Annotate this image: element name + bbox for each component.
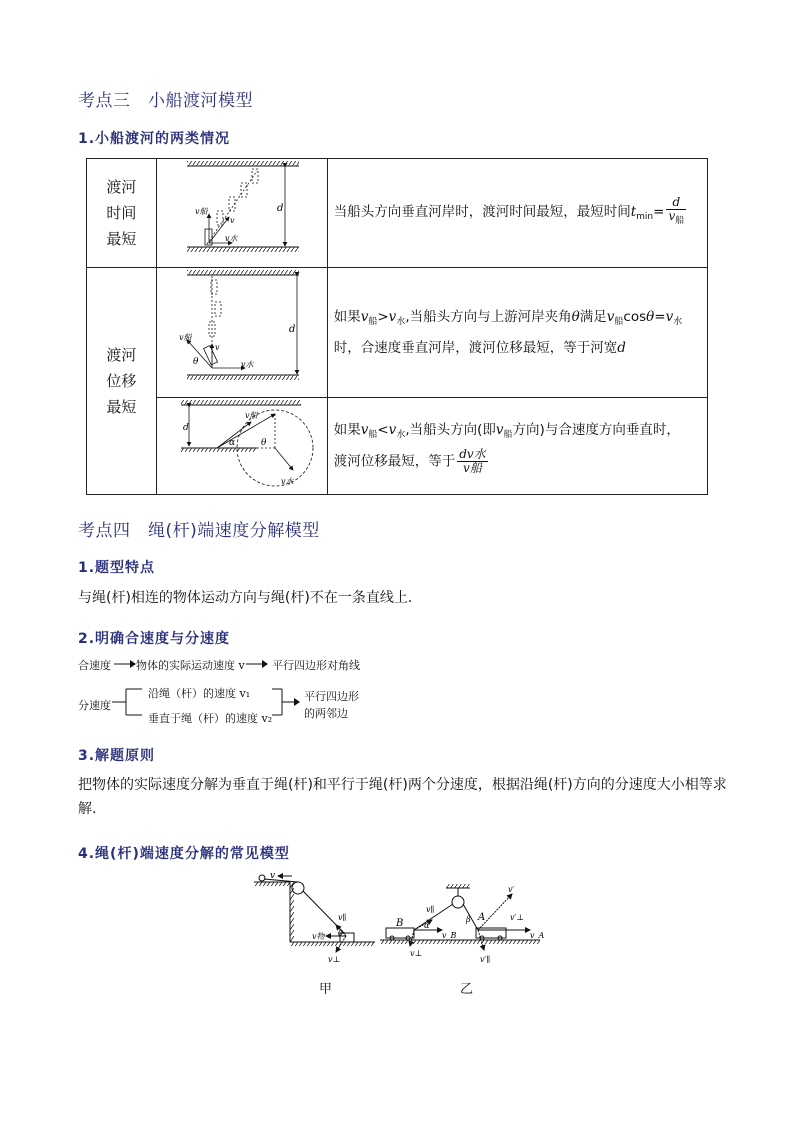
fig1-vwater: v水	[224, 234, 238, 243]
fig2-vship: v船	[178, 333, 192, 342]
yi-vprime3: v′∥	[480, 955, 491, 964]
fig3-d: d	[182, 423, 189, 433]
section4-sub2: 2.明确合速度与分速度	[78, 631, 231, 647]
table-row-shortest-displacement-b	[87, 398, 708, 495]
velocity-composition-diagram: 合速度 物体的实际运动速度 v 平行四边形对角线 分速度 沿绳（杆）的速度 v₁ 垂直于绳（杆）的速度 v₂ 平行四边形 的两邻边	[78, 659, 360, 725]
ferry-table	[86, 158, 708, 495]
shortest-time-diagram	[157, 159, 327, 263]
fig3-vship: v船	[244, 411, 258, 420]
fig2-vwater: v水	[240, 360, 254, 369]
jia-vperp: v⊥	[328, 955, 341, 964]
table-row-shortest-displacement-a	[87, 268, 708, 398]
section4-title: 考点四 绳(杆)端速度分解模型	[78, 521, 320, 541]
row1-label: 渡河 时间 最短	[87, 159, 157, 268]
caption-yi: 乙	[460, 982, 474, 997]
fig2-v: v	[214, 343, 220, 352]
yi-A: A	[478, 912, 486, 923]
section4-sub3: 3.解题原则	[78, 748, 156, 764]
fig3-theta: θ	[260, 438, 267, 448]
row2a-description: 如果$v_船>v_水$,当船头方向与上游河岸夹角θ满足$v_船\cos\theta=v_水$时，合速度垂直河岸，渡河位移最短，等于河宽d	[327, 268, 707, 398]
yi-alpha: α	[424, 921, 430, 930]
shortest-displacement-diagram-b	[157, 398, 327, 490]
section3-sub1: 1.小船渡河的两类情况	[78, 131, 231, 147]
row1-description: 当船头方向垂直河岸时，渡河时间最短，最短时间$t_{min}=$ $\frac{d}{v_船}$	[327, 159, 707, 268]
yi-B: B	[396, 918, 404, 929]
fig2-d: d	[288, 324, 296, 335]
section4-p3: 把物体的实际速度分解为垂直于绳(杆)和平行于绳(杆)两个分速度，根据沿绳(杆)方向的分速度大小相等求 解.	[78, 777, 727, 817]
yi-vperp: v⊥	[410, 949, 423, 958]
rope-model-figure-jia	[250, 870, 380, 965]
fig1-d: d	[276, 203, 284, 214]
fig1-v: v	[229, 216, 235, 225]
section4-sub1: 1.题型特点	[78, 560, 156, 576]
fig3-alpha: α	[228, 438, 235, 448]
section4-sub4: 4.绳(杆)端速度分解的常见模型	[78, 846, 290, 862]
table-row-shortest-time	[87, 159, 708, 268]
row2b-fraction: $\frac{\text{dv水}}{\text{v船}}$	[459, 447, 486, 475]
fig2-theta: θ	[192, 357, 199, 367]
shortest-displacement-diagram-a	[157, 268, 327, 393]
rope-model-figure-yi	[380, 880, 550, 970]
row2b-figure	[156, 398, 327, 495]
row2b-description: 如果$v_船<v_水$,当船头方向(即$v_船$方向)与合速度方向垂直时， 渡河位移最短，等于 $\frac{\text{dv水}}{\text{v船}}$	[327, 398, 707, 495]
yi-vprime: v′	[508, 885, 515, 894]
yi-vB: v_B	[442, 931, 457, 940]
jia-v: v	[270, 871, 276, 881]
yi-beta: β	[466, 915, 471, 924]
row2a-figure	[156, 268, 327, 398]
row1-figure	[156, 159, 327, 268]
fig1-vship: v船	[194, 207, 208, 216]
caption-jia: 甲	[319, 982, 333, 997]
jia-theta: θ	[338, 929, 343, 938]
row1-fraction: $\frac{d}{v_船}$	[668, 195, 685, 226]
jia-vship: v物	[312, 932, 325, 941]
fig3-vwater: v水	[280, 477, 294, 486]
row2-label: 渡河 位移 最短	[87, 268, 157, 495]
yi-vA: v_A	[530, 931, 545, 940]
yi-vprime2: v′⊥	[510, 913, 524, 922]
section3-title: 考点三 小船渡河模型	[78, 91, 253, 111]
section4-p1: 与绳(杆)相连的物体运动方向与绳(杆)不在一条直线上.	[78, 590, 413, 606]
yi-v1: v∥	[426, 905, 435, 914]
jia-v1: v∥	[338, 913, 347, 922]
